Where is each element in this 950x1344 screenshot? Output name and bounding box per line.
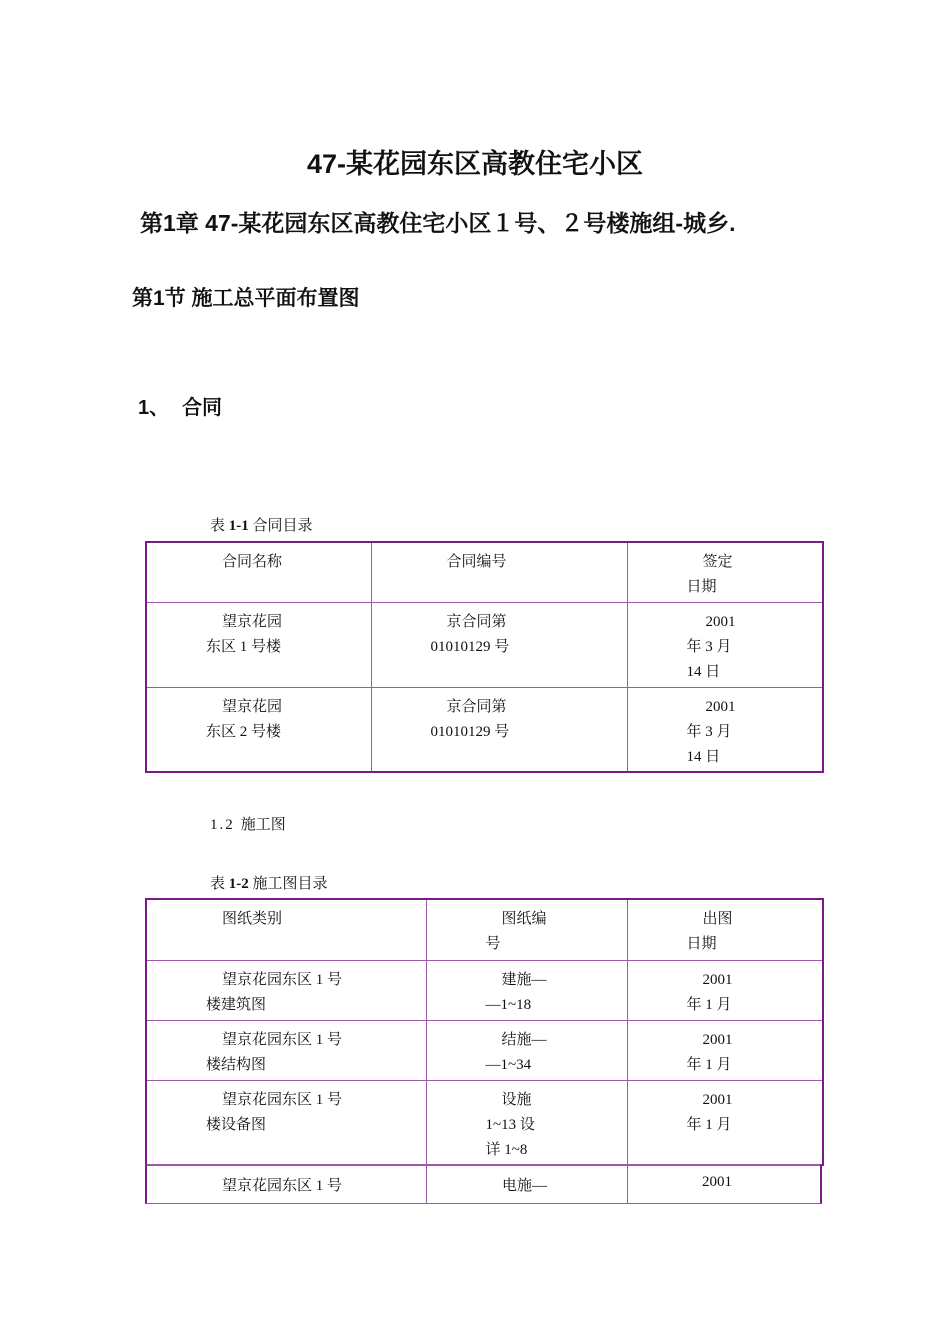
table-cell: 望京花园 东区 1 号楼 [146,602,371,687]
table-cell: 电施— [502,1178,548,1194]
table-row-partial [145,1164,822,1204]
table-cell: 2001 年 1 月 [627,960,823,1020]
table-cell: 2001 年 1 月 [627,1020,823,1080]
section-heading: 第1节 施工总平面布置图 [132,287,360,310]
chapter-heading: 第1章 47-某花园东区高教住宅小区１号、２号楼施组-城乡. [140,210,736,236]
table-row [146,960,823,1020]
table2-caption: 表 1-2 施工图目录 [210,876,328,892]
table-row [146,602,823,687]
table-row [146,1080,823,1165]
subsection-heading [138,391,222,420]
drawing-table [145,898,824,1166]
table-cell: 2001 年 1 月 [627,1080,823,1165]
contract-table [145,541,824,773]
table1-caption: 表 1-1 合同目录 [210,518,313,534]
table-cell: 2001 年 3 月 14 日 [627,602,823,687]
table-cell: 结施— —1~34 [426,1020,627,1080]
table-header-cell: 签定 日期 [627,542,823,602]
table-header-row [146,542,823,602]
table-cell: 望京花园东区 1 号 [222,1178,343,1194]
table-header-row [146,899,823,960]
subsection-number: 1、 [138,397,170,419]
table-cell: 望京花园东区 1 号 楼结构图 [146,1020,426,1080]
table-cell: 设施 1~13 设 详 1~8 [426,1080,627,1165]
subsection-title: 合同 [182,397,222,419]
table-row [146,1020,823,1080]
table-header-cell: 出图 日期 [627,899,823,960]
table-cell: 望京花园 东区 2 号楼 [146,687,371,772]
table-cell: 望京花园东区 1 号 楼设备图 [146,1080,426,1165]
table-header-cell: 合同名称 [146,542,371,602]
table-cell: 京合同第 01010129 号 [371,687,627,772]
table-cell: 望京花园东区 1 号 楼建筑图 [146,960,426,1020]
table-header-cell: 图纸类别 [146,899,426,960]
table-header-cell: 合同编号 [371,542,627,602]
table-header-cell: 图纸编 号 [426,899,627,960]
subsection-1-2: 1.2 施工图 [210,817,286,833]
table-cell: 京合同第 01010129 号 [371,602,627,687]
table-cell: 建施— —1~18 [426,960,627,1020]
document-title: 47-某花园东区高教住宅小区 [306,149,644,179]
table-cell: 2001 [702,1174,732,1190]
table-row [146,687,823,772]
table-cell: 2001 年 3 月 14 日 [627,687,823,772]
